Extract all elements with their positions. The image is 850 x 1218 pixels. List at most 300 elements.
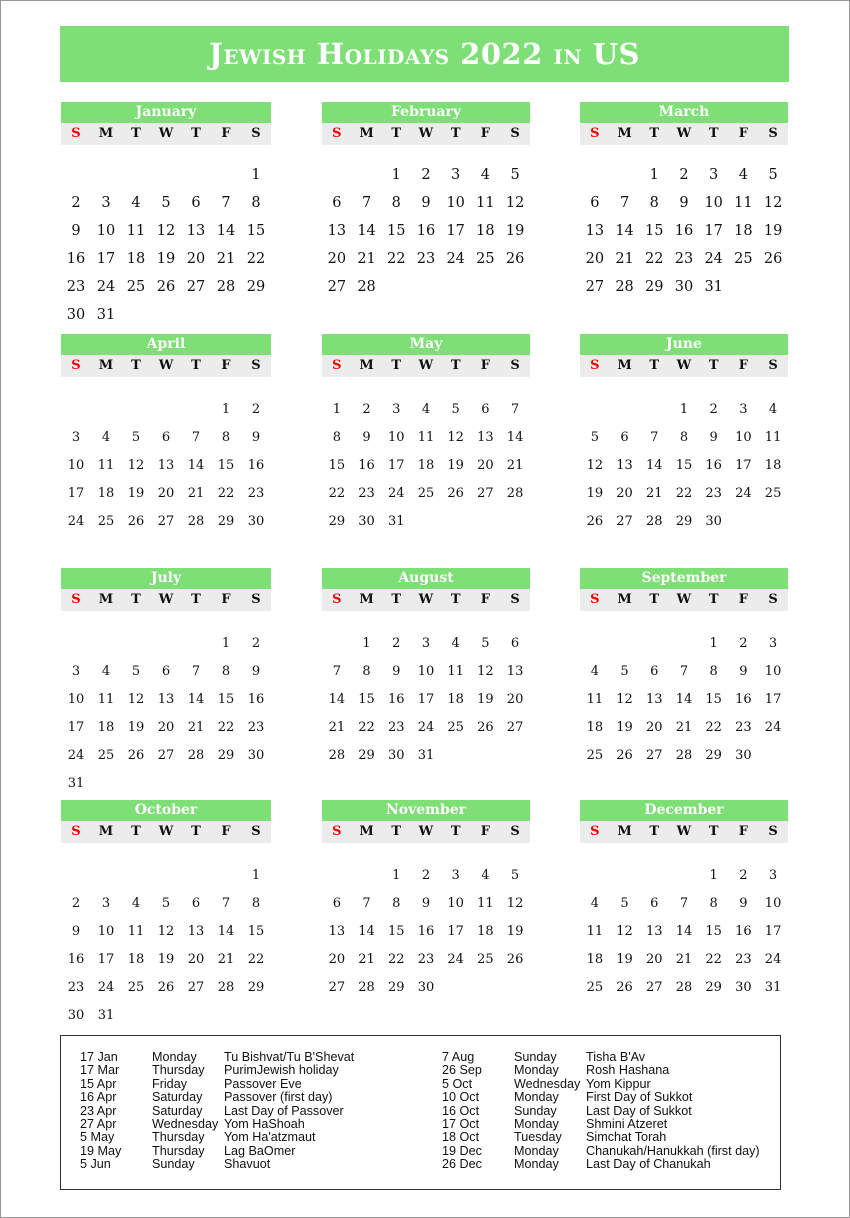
calendar-day: 3 bbox=[101, 896, 111, 911]
month-name: May bbox=[322, 334, 530, 355]
calendar-day: 15 bbox=[387, 924, 405, 939]
calendar-day: 12 bbox=[447, 430, 464, 445]
calendar-day: 17 bbox=[735, 458, 752, 473]
calendar-day: 30 bbox=[66, 307, 86, 323]
holiday-weekday: Sunday bbox=[152, 1157, 195, 1172]
weekday-label: W bbox=[158, 592, 174, 607]
calendar-day: 11 bbox=[477, 896, 494, 911]
calendar-day: 21 bbox=[675, 720, 693, 735]
calendar-day: 4 bbox=[590, 896, 599, 911]
calendar-day: 6 bbox=[332, 195, 342, 211]
holiday-date: 17 Oct bbox=[442, 1116, 480, 1131]
calendar-day: 3 bbox=[71, 664, 81, 679]
holiday-weekday: Monday bbox=[514, 1116, 559, 1131]
calendar-day: 6 bbox=[161, 430, 171, 445]
calendar-day: 16 bbox=[66, 251, 86, 267]
calendar-day: 7 bbox=[332, 664, 341, 679]
holiday-date: 17 Jan bbox=[80, 1050, 118, 1064]
calendar-day: 5 bbox=[451, 402, 460, 417]
weekday-label: T bbox=[191, 824, 201, 839]
calendar-day: 14 bbox=[187, 692, 205, 707]
calendar-day: 28 bbox=[217, 980, 235, 995]
calendar-day: 1 bbox=[709, 868, 718, 883]
calendar-day: 31 bbox=[97, 1008, 115, 1023]
calendar-day: 4 bbox=[421, 402, 431, 417]
holiday-date: 16 Oct bbox=[442, 1103, 480, 1118]
holiday-row bbox=[442, 1064, 760, 1077]
holiday-row bbox=[80, 1064, 354, 1077]
calendar-day: 16 bbox=[358, 458, 375, 473]
calendar-day: 19 bbox=[763, 223, 783, 239]
holiday-date: 26 Sep bbox=[442, 1063, 482, 1078]
calendar-day: 29 bbox=[217, 748, 235, 763]
holiday-date: 5 May bbox=[80, 1130, 115, 1145]
calendar-day: 1 bbox=[221, 636, 231, 651]
weekday-label: T bbox=[708, 824, 719, 839]
calendar-day: 10 bbox=[735, 430, 752, 445]
calendar-day: 24 bbox=[764, 720, 782, 735]
calendar-day: 11 bbox=[734, 195, 753, 211]
weekday-label: T bbox=[391, 358, 402, 373]
calendar-day: 30 bbox=[417, 980, 435, 995]
calendar-day: 25 bbox=[734, 251, 753, 267]
weekday-label: S bbox=[768, 592, 778, 607]
calendar-day: 23 bbox=[358, 486, 375, 501]
calendar-day: 14 bbox=[187, 458, 205, 473]
calendar-day: 20 bbox=[477, 458, 494, 473]
weekday-label: T bbox=[649, 358, 660, 373]
calendar-day: 20 bbox=[645, 952, 663, 967]
holiday-weekday: Sunday bbox=[514, 1103, 557, 1118]
calendar-day: 17 bbox=[764, 924, 782, 939]
month-january bbox=[61, 102, 271, 333]
holiday-row bbox=[80, 1131, 354, 1144]
calendar-day: 7 bbox=[650, 430, 659, 445]
day-grid bbox=[322, 866, 530, 1006]
calendar-day: 11 bbox=[447, 664, 464, 679]
calendar-day: 8 bbox=[649, 195, 659, 211]
weekday-label: S bbox=[71, 126, 81, 141]
weekday-header-row bbox=[580, 821, 788, 843]
calendar-day: 21 bbox=[645, 486, 663, 501]
calendar-day: 11 bbox=[417, 430, 435, 445]
calendar-day: 5 bbox=[161, 896, 171, 911]
calendar-day: 20 bbox=[186, 251, 206, 267]
weekday-header-row bbox=[322, 123, 530, 145]
calendar-day: 23 bbox=[674, 251, 694, 267]
calendar-day: 13 bbox=[585, 223, 605, 239]
calendar-day: 16 bbox=[674, 223, 694, 239]
calendar-day: 19 bbox=[127, 720, 145, 735]
holiday-date: 15 Apr bbox=[80, 1076, 117, 1091]
calendar-day: 4 bbox=[590, 664, 599, 679]
weekday-label: F bbox=[480, 592, 490, 607]
calendar-day: 22 bbox=[247, 952, 265, 967]
calendar-day: 21 bbox=[216, 251, 236, 267]
weekday-label: S bbox=[71, 592, 81, 607]
holiday-name: Chanukah/Hanukkah (first day) bbox=[586, 1143, 760, 1158]
calendar-day: 17 bbox=[387, 458, 405, 473]
calendar-day: 2 bbox=[362, 402, 371, 417]
weekday-label: M bbox=[98, 358, 114, 373]
calendar-day: 9 bbox=[251, 664, 261, 679]
calendar-day: 7 bbox=[221, 195, 231, 211]
calendar-day: 23 bbox=[705, 486, 722, 501]
calendar-day: 27 bbox=[506, 720, 524, 735]
calendar-day: 6 bbox=[161, 664, 171, 679]
calendar-day: 1 bbox=[709, 636, 718, 651]
calendar-day: 2 bbox=[709, 402, 718, 417]
month-october bbox=[61, 800, 271, 1034]
calendar-day: 11 bbox=[476, 195, 495, 211]
calendar-day: 4 bbox=[101, 664, 111, 679]
calendar-day: 11 bbox=[764, 430, 782, 445]
weekday-header-row bbox=[322, 589, 530, 611]
day-grid bbox=[580, 634, 788, 774]
holiday-row bbox=[80, 1051, 354, 1064]
calendar-day: 31 bbox=[764, 980, 782, 995]
day-grid bbox=[580, 165, 788, 305]
calendar-day: 26 bbox=[616, 980, 633, 995]
holiday-name: Yom Ha'atzmaut bbox=[224, 1130, 316, 1145]
calendar-day: 30 bbox=[387, 748, 405, 763]
calendar-day: 15 bbox=[645, 223, 664, 239]
month-june bbox=[580, 334, 788, 540]
weekday-label: F bbox=[738, 592, 748, 607]
calendar-day: 24 bbox=[67, 748, 85, 763]
holiday-name: First Day of Sukkot bbox=[586, 1090, 693, 1105]
weekday-label: W bbox=[676, 592, 692, 607]
weekday-label: S bbox=[768, 358, 778, 373]
month-name: August bbox=[322, 568, 530, 589]
holiday-row bbox=[442, 1078, 760, 1091]
calendar-day: 24 bbox=[67, 514, 85, 529]
holiday-name: Tisha B'Av bbox=[586, 1050, 646, 1064]
calendar-day: 9 bbox=[421, 195, 431, 211]
calendar-day: 5 bbox=[131, 430, 141, 445]
calendar-day: 16 bbox=[416, 223, 436, 239]
calendar-day: 15 bbox=[705, 924, 722, 939]
calendar-day: 30 bbox=[735, 980, 752, 995]
calendar-day: 15 bbox=[705, 692, 722, 707]
weekday-label: S bbox=[768, 126, 778, 141]
calendar-day: 17 bbox=[446, 223, 465, 239]
calendar-day: 17 bbox=[96, 251, 116, 267]
calendar-day: 9 bbox=[421, 896, 431, 911]
calendar-day: 24 bbox=[417, 720, 435, 735]
calendar-day: 11 bbox=[127, 924, 145, 939]
calendar-day: 26 bbox=[506, 952, 524, 967]
calendar-day: 6 bbox=[650, 664, 659, 679]
month-april bbox=[61, 334, 271, 540]
month-november bbox=[322, 800, 530, 1006]
weekday-label: F bbox=[221, 592, 231, 607]
calendar-day: 10 bbox=[96, 223, 116, 239]
weekday-label: W bbox=[418, 592, 434, 607]
weekday-label: T bbox=[450, 126, 461, 141]
calendar-day: 3 bbox=[739, 402, 748, 417]
holiday-name: Yom Kippur bbox=[586, 1076, 651, 1091]
calendar-day: 22 bbox=[705, 720, 722, 735]
calendar-day: 20 bbox=[328, 952, 346, 967]
calendar-day: 1 bbox=[649, 167, 659, 183]
weekday-label: S bbox=[71, 824, 81, 839]
calendar-day: 21 bbox=[328, 720, 346, 735]
month-name: July bbox=[61, 568, 271, 589]
calendar-day: 25 bbox=[764, 486, 782, 501]
calendar-day: 24 bbox=[704, 251, 723, 267]
calendar-day: 16 bbox=[417, 924, 435, 939]
holiday-row bbox=[442, 1131, 760, 1144]
calendar-day: 16 bbox=[247, 458, 265, 473]
calendar-day: 3 bbox=[392, 402, 401, 417]
weekday-label: S bbox=[590, 126, 600, 141]
calendar-day: 25 bbox=[97, 514, 115, 529]
calendar-day: 8 bbox=[251, 195, 261, 211]
calendar-day: 20 bbox=[157, 720, 175, 735]
weekday-label: S bbox=[251, 592, 261, 607]
month-name: October bbox=[61, 800, 271, 821]
holiday-weekday: Saturday bbox=[152, 1103, 203, 1118]
calendar-day: 28 bbox=[675, 748, 693, 763]
calendar-day: 7 bbox=[619, 195, 630, 211]
calendar-day: 1 bbox=[221, 402, 231, 417]
calendar-day: 26 bbox=[477, 720, 494, 735]
calendar-day: 18 bbox=[477, 924, 494, 939]
calendar-day: 26 bbox=[586, 514, 604, 529]
calendar-day: 27 bbox=[645, 980, 663, 995]
calendar-day: 7 bbox=[362, 896, 371, 911]
calendar-day: 26 bbox=[156, 279, 176, 295]
calendar-day: 22 bbox=[387, 952, 405, 967]
calendar-day: 23 bbox=[247, 720, 265, 735]
calendar-day: 7 bbox=[510, 402, 520, 417]
calendar-day: 24 bbox=[96, 279, 116, 295]
calendar-day: 28 bbox=[358, 980, 375, 995]
weekday-label: S bbox=[71, 358, 81, 373]
calendar-day: 18 bbox=[447, 692, 464, 707]
calendar-day: 1 bbox=[362, 636, 371, 651]
calendar-day: 9 bbox=[71, 223, 81, 239]
calendar-day: 14 bbox=[675, 924, 693, 939]
holiday-name: Last Day of Sukkot bbox=[586, 1103, 692, 1118]
calendar-day: 9 bbox=[739, 664, 748, 679]
holiday-weekday: Wednesday bbox=[514, 1076, 581, 1091]
calendar-day: 10 bbox=[447, 896, 464, 911]
calendar-day: 20 bbox=[506, 692, 524, 707]
calendar-day: 30 bbox=[674, 279, 694, 295]
weekday-label: F bbox=[221, 126, 231, 141]
weekday-header-row bbox=[322, 355, 530, 377]
holiday-row bbox=[442, 1091, 760, 1104]
calendar-day: 4 bbox=[101, 430, 111, 445]
holiday-list-left bbox=[80, 1051, 354, 1172]
weekday-label: T bbox=[131, 126, 141, 141]
calendar-day: 3 bbox=[768, 636, 778, 651]
calendar-day: 13 bbox=[477, 430, 494, 445]
calendar-day: 15 bbox=[328, 458, 346, 473]
calendar-day: 27 bbox=[477, 486, 494, 501]
calendar-day: 29 bbox=[358, 748, 375, 763]
calendar-day: 6 bbox=[590, 195, 600, 211]
calendar-day: 15 bbox=[675, 458, 693, 473]
calendar-day: 28 bbox=[645, 514, 663, 529]
calendar-day: 2 bbox=[739, 636, 748, 651]
calendar-day: 29 bbox=[246, 279, 266, 295]
calendar-day: 13 bbox=[506, 664, 524, 679]
calendar-day: 10 bbox=[417, 664, 435, 679]
holiday-date: 10 Oct bbox=[442, 1090, 480, 1105]
calendar-day: 12 bbox=[156, 223, 176, 239]
calendar-day: 15 bbox=[217, 458, 235, 473]
calendar-day: 17 bbox=[97, 952, 115, 967]
calendar-day: 4 bbox=[738, 167, 748, 183]
month-name: November bbox=[322, 800, 530, 821]
month-name: December bbox=[580, 800, 788, 821]
weekday-label: S bbox=[510, 358, 520, 373]
calendar-day: 15 bbox=[387, 223, 406, 239]
calendar-day: 27 bbox=[645, 748, 663, 763]
weekday-label: T bbox=[131, 824, 141, 839]
calendar-day: 7 bbox=[221, 896, 231, 911]
calendar-day: 6 bbox=[650, 896, 659, 911]
holiday-date: 26 Dec bbox=[442, 1157, 482, 1172]
calendar-day: 22 bbox=[358, 720, 375, 735]
calendar-day: 16 bbox=[735, 924, 752, 939]
calendar-day: 26 bbox=[127, 514, 145, 529]
weekday-label: F bbox=[738, 126, 748, 141]
weekday-label: T bbox=[391, 824, 402, 839]
calendar-day: 1 bbox=[332, 402, 341, 417]
calendar-day: 29 bbox=[705, 748, 722, 763]
weekday-label: S bbox=[510, 126, 520, 141]
calendar-day: 8 bbox=[709, 896, 718, 911]
weekday-label: S bbox=[332, 592, 342, 607]
calendar-day: 25 bbox=[586, 980, 604, 995]
holiday-date: 19 May bbox=[80, 1143, 122, 1158]
calendar-day: 12 bbox=[157, 924, 175, 939]
holiday-row bbox=[80, 1105, 354, 1118]
calendar-day: 9 bbox=[739, 896, 748, 911]
month-name: June bbox=[580, 334, 788, 355]
holiday-row bbox=[442, 1118, 760, 1131]
calendar-day: 19 bbox=[157, 952, 175, 967]
calendar-day: 22 bbox=[705, 952, 722, 967]
month-july bbox=[61, 568, 271, 802]
calendar-day: 5 bbox=[481, 636, 490, 651]
weekday-label: M bbox=[359, 592, 374, 607]
day-grid bbox=[61, 634, 271, 802]
calendar-day: 25 bbox=[127, 980, 145, 995]
calendar-day: 8 bbox=[679, 430, 689, 445]
calendar-day: 21 bbox=[357, 251, 376, 267]
calendar-day: 18 bbox=[127, 952, 145, 967]
calendar-day: 19 bbox=[447, 458, 464, 473]
calendar-day: 1 bbox=[392, 868, 401, 883]
calendar-day: 16 bbox=[735, 692, 752, 707]
holiday-name: Last Day of Chanukah bbox=[586, 1157, 711, 1172]
month-august bbox=[322, 568, 530, 774]
calendar-day: 25 bbox=[586, 748, 604, 763]
calendar-day: 19 bbox=[586, 486, 604, 501]
calendar-day: 29 bbox=[247, 980, 265, 995]
calendar-day: 16 bbox=[705, 458, 722, 473]
holiday-row bbox=[80, 1078, 354, 1091]
calendar-day: 27 bbox=[327, 279, 347, 295]
holiday-weekday: Sunday bbox=[514, 1050, 557, 1064]
holiday-weekday: Monday bbox=[152, 1050, 197, 1064]
weekday-header-row bbox=[61, 123, 271, 145]
weekday-label: W bbox=[418, 824, 434, 839]
weekday-label: M bbox=[98, 592, 114, 607]
weekday-label: F bbox=[480, 824, 490, 839]
calendar-day: 22 bbox=[675, 486, 693, 501]
weekday-label: T bbox=[191, 592, 201, 607]
calendar-day: 28 bbox=[187, 514, 205, 529]
calendar-day: 12 bbox=[127, 458, 145, 473]
weekday-label: M bbox=[617, 592, 632, 607]
calendar-day: 26 bbox=[127, 748, 145, 763]
holiday-row bbox=[442, 1051, 760, 1064]
holiday-name: Lag BaOmer bbox=[224, 1143, 296, 1158]
day-grid bbox=[580, 400, 788, 540]
calendar-day: 6 bbox=[620, 430, 629, 445]
calendar-day: 27 bbox=[157, 748, 175, 763]
calendar-day: 8 bbox=[362, 664, 371, 679]
calendar-day: 23 bbox=[735, 720, 752, 735]
month-may bbox=[322, 334, 530, 540]
calendar-day: 23 bbox=[417, 952, 435, 967]
calendar-day: 4 bbox=[131, 195, 141, 211]
page-title: Jewish Holidays 2022 in US bbox=[60, 26, 789, 82]
weekday-label: S bbox=[332, 126, 342, 141]
calendar-day: 13 bbox=[157, 692, 175, 707]
calendar-day: 13 bbox=[645, 924, 663, 939]
calendar-day: 12 bbox=[477, 664, 494, 679]
calendar-day: 5 bbox=[620, 664, 629, 679]
weekday-label: M bbox=[98, 126, 114, 141]
calendar-day: 25 bbox=[126, 279, 146, 295]
calendar-day: 8 bbox=[251, 896, 261, 911]
holiday-date: 19 Dec bbox=[442, 1143, 482, 1158]
month-september bbox=[580, 568, 788, 774]
calendar-day: 19 bbox=[505, 223, 525, 239]
calendar-day: 29 bbox=[387, 980, 405, 995]
holiday-name: Passover Eve bbox=[224, 1076, 302, 1091]
calendar-day: 7 bbox=[191, 664, 201, 679]
calendar-day: 2 bbox=[739, 868, 748, 883]
calendar-day: 17 bbox=[67, 720, 85, 735]
calendar-day: 24 bbox=[387, 486, 405, 501]
weekday-label: W bbox=[676, 824, 692, 839]
calendar-day: 13 bbox=[186, 223, 206, 239]
calendar-day: 10 bbox=[704, 195, 723, 211]
weekday-header-row bbox=[61, 355, 271, 377]
weekday-label: W bbox=[158, 358, 174, 373]
calendar-day: 1 bbox=[251, 868, 261, 883]
holiday-date: 23 Apr bbox=[80, 1103, 117, 1118]
calendar-day: 22 bbox=[217, 486, 235, 501]
holiday-weekday: Saturday bbox=[152, 1090, 203, 1105]
weekday-label: T bbox=[708, 126, 719, 141]
calendar-day: 14 bbox=[675, 692, 693, 707]
holiday-name: Passover (first day) bbox=[224, 1090, 333, 1105]
calendar-day: 26 bbox=[763, 251, 783, 267]
weekday-label: F bbox=[221, 358, 231, 373]
calendar-day: 30 bbox=[358, 514, 375, 529]
calendar-day: 12 bbox=[586, 458, 604, 473]
calendar-day: 17 bbox=[67, 486, 85, 501]
